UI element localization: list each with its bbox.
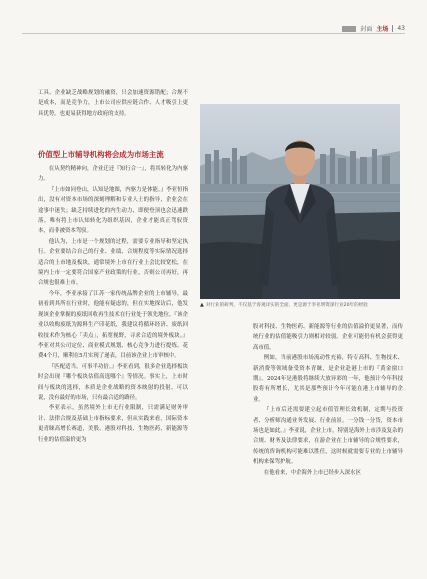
- body-paragraph: 在从契约精神向，企业迁还『知行合一』，将其转化为内驱力。: [38, 166, 188, 183]
- header-section-prefix: 封面: [360, 26, 373, 33]
- intro-text: [38, 88, 188, 119]
- body-right-column: [253, 322, 403, 572]
- page-header: [342, 24, 405, 33]
- body-left-column: [38, 164, 188, 564]
- body-paragraph: 『上市后还需要建立起市值管理长效机制，定期与投资者、分析师沟通业务发展、行业前景。一分钱一分货，资本市场也是如此。』李亚说，企业上市，特别是海外上市涉及复杂的合规、财务及法律要求，在游企业在上市辅导的合规性要求，传统的咨询机构可能难以胜任，这时候就需要专业的上市辅导机构来保驾护航。: [253, 407, 403, 466]
- intro-paragraph: 工具、企业缺乏战略规划的融资，只会加速资源错配；合规不是成本，而是竞争力，上市公司应供应链合作、人才吸引上更具优势，也更易获得地方政府的支持。: [38, 90, 188, 117]
- header-bar-icon: [342, 26, 356, 32]
- header-rule: [22, 33, 405, 34]
- header-section-name: 主场: [376, 26, 389, 33]
- photo-caption-text: 对行业的研判，不仅基于客观详实的全面，更是源于李亚明资深行业20年的经验: [205, 303, 368, 308]
- body-paragraph: 股对科技、生物医药、新能源等行业的估值溢价更显著，而传统行业的估值能吸引力则相对较弱。企业可能仍有机会获得更高市值。: [253, 324, 403, 351]
- page-number: 43: [397, 25, 405, 32]
- photo-caption: [200, 302, 410, 309]
- body-paragraph: 今年，李亚承接了江苏一家传统品牌企业的上市辅导，最初看到其所在行业时，他能有疑虑的，但在实地探访后，他发现该企业掌握的废纸回收再生技术在行业处于领先地位。『该企业以收购废纸为源料生产印花纸，我建议将循环经济、废纸回收技术作为核心「卖点」，拓宽视野，寻求合适的境外板块。』李亚对其公司定位、商业模式规划、核心竞争力进行提炼。花费4个月，顺利在5月实现了递表，目前该企业上市审核中。: [38, 290, 188, 360]
- caption-triangle-icon: ▲: [200, 302, 204, 308]
- body-paragraph: 李亚表示，虽然境外上市无行业限制，只需满足财务审计、法律合规及基础上市指标要求，但从实践来看，国际资本更青睐高增长赛道，美股、港股对科技、生物医药、新能源等行业的估值溢价更为: [38, 405, 188, 443]
- portrait-photo: [200, 104, 400, 299]
- header-divider: [392, 25, 393, 32]
- body-paragraph: 『上市如同登山，认知是地图，内驱力是体能。』李亚恒指出，没有对资本市场的深刻理解和专业人士的指导，企业会在途事中迷失；缺乏持续进化的内生动力，即便登顶也会迅速跌落。唯有将上市认知转化为组织基因，企业才能真正驾驭资本，而非被资本驾驭。: [38, 186, 188, 235]
- portrait-illustration: [200, 104, 400, 299]
- body-paragraph: 在他看来，中企海外上市已经步入深水区: [263, 469, 361, 476]
- body-paragraph: 『匹配适当，可事半功倍。』李亚看到，很多企业选择板块时会出现『哪个板块估值高选哪个』等情况。事实上，上市时间与板块的选择，本质是企业战略的资本映射的投射。可以说，没有最好的市场，只有最合适的路径。: [38, 363, 188, 401]
- body-paragraph: 例如，当前港股市场流动性充裕，特专高科、生物技术、新消费等领域备受资本青睐，是企业赴港上市的『黄金窗口期』。2024年是港股将继续大放异彩的一年，他预计今年科技股将有所增长，尤其是那些预计今年可能在港上市辅导的企业。: [253, 355, 403, 403]
- body-paragraph: 他认为，上市是一个规划的过程，需要专业指导和坚定执行。企业要结合自己的行业、业绩、合规程度等实际情况选择适合的上市地及板块，通常境外上市在行业上会比较宽松，在境内上市一定要符合国家产业政策的行业，否则公司再好，再合规也很难上市。: [38, 238, 188, 287]
- section-heading: 价值型上市辅导机构将会成为市场主流: [38, 150, 164, 159]
